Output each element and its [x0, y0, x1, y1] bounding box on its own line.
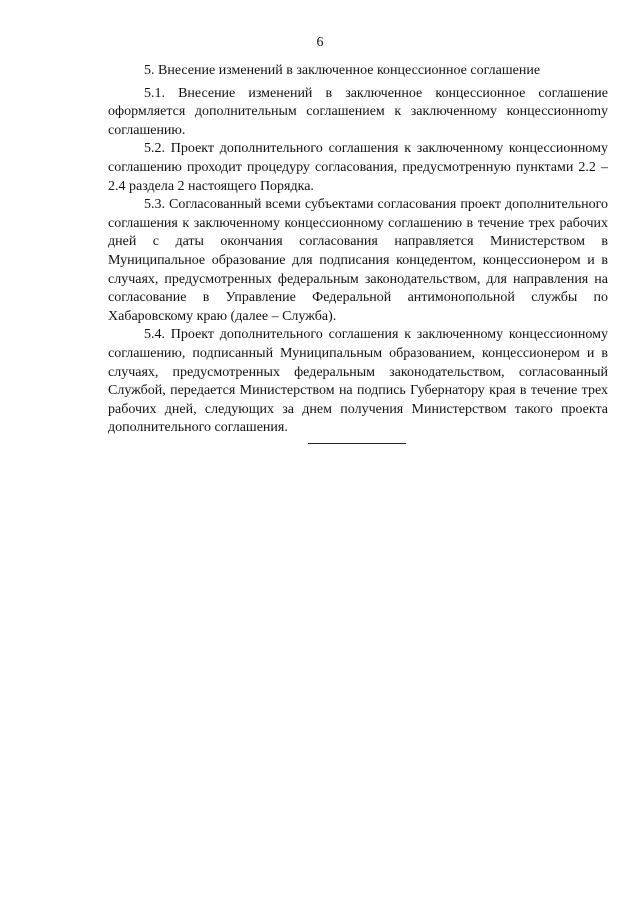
section-body — [108, 62, 608, 438]
paragraph-5-2: 5.2. Проект дополнительного соглашения к заключенному концессионному соглашению проходит процедуру согласования, предусмотренную пунктами 2.2 – 2.4 раздела 2 настоящего Порядка. — [108, 141, 608, 194]
paragraph-5-4: 5.4. Проект дополнительного соглашения к заключенному концессионному соглашению, подписанный Муниципальным образованием, концессионером и в случаях, предусмотренных федеральным законодательством, согласованный Службой, передается Министерством на подпись Губернатору края в течение трех рабочих дней, следующих за днем получения Министерством такого проекта дополнительного соглашения. — [108, 327, 608, 436]
page-number: 6 — [316, 35, 324, 50]
section-heading: 5. Внесение изменений в заключенное концессионное соглашение — [144, 63, 541, 78]
paragraph-5-3: 5.3. Согласованный всеми субъектами согласования проект дополнительного соглашения к заключенному концессионному соглашению в течение трех рабочих дней с даты окончания согласования направляется Министерством в Муниципальное образование для подписания концедентом, концессионером и в случаях, предусмотренных федеральным законодательством, для направления на согласование в Управление Федеральной антимонопольной службы по Хабаровскому краю (далее – Служба). — [108, 197, 608, 324]
end-of-document-line — [308, 443, 406, 444]
paragraph-5-1: 5.1. Внесение изменений в заключенное концессионное соглашение оформляется дополнительным соглашением к заключенному концессионноmу соглашению. — [108, 85, 608, 138]
